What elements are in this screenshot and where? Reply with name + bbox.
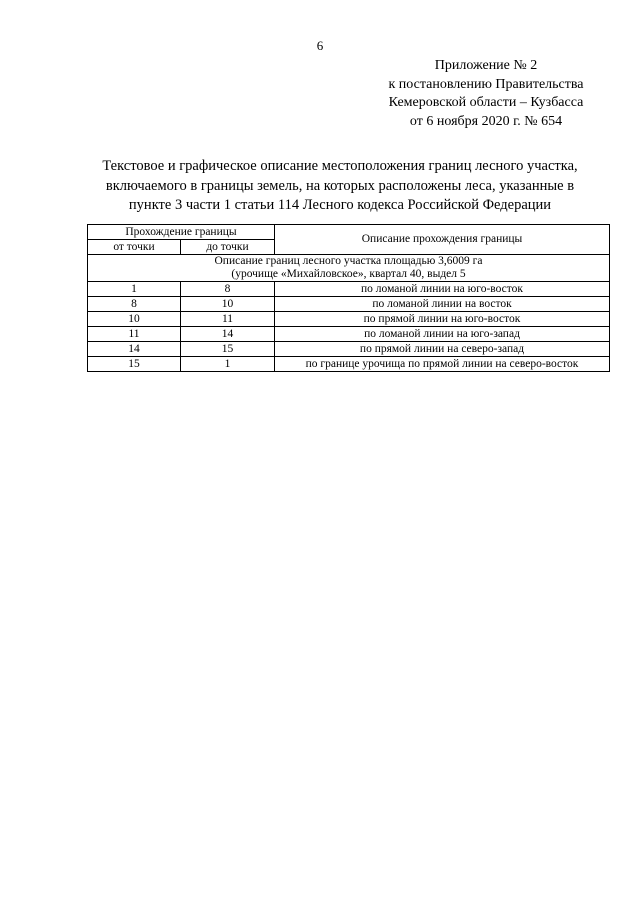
header-boundary-passage: Прохождение границы [88,225,275,240]
table-row [88,297,610,312]
page-number: 6 [316,38,324,53]
header-description: Описание прохождения границы [275,225,610,255]
section-heading-line: Описание границ лесного участка площадью 3,6009 га [214,255,483,267]
cell-to: 15 [181,342,275,357]
cell-description: по границе урочища по прямой линии на северо-восток [275,357,610,372]
title-line: пункте 3 части 1 статьи 114 Лесного кодекса Российской Федерации [128,197,552,213]
cell-to: 1 [181,357,275,372]
cell-from: 10 [88,312,181,327]
title-line: включаемого в границы земель, на которых расположены леса, указанные в [105,177,575,194]
header-to-point: до точки [181,240,275,255]
cell-to: 8 [181,282,275,297]
cell-from: 15 [88,357,181,372]
table-row [88,357,610,372]
cell-description: по ломаной линии на восток [275,297,610,312]
boundary-table [87,224,610,372]
cell-from: 1 [88,282,181,297]
table-row [88,327,610,342]
cell-from: 11 [88,327,181,342]
cell-to: 14 [181,327,275,342]
appendix-line: Кемеровской области – Кузбасса [388,95,584,110]
title-line: Текстовое и графическое описание местоположения границ лесного участка, [102,158,578,174]
cell-from: 8 [88,297,181,312]
appendix-block [362,57,610,131]
appendix-line: к постановлению Правительства [388,76,584,92]
appendix-line: Приложение № 2 [434,58,538,73]
cell-description: по ломаной линии на юго-восток [275,282,610,297]
header-from-point: от точки [88,240,181,255]
table-row [88,312,610,327]
cell-to: 10 [181,297,275,312]
cell-from: 14 [88,342,181,357]
document-title [70,157,610,216]
cell-description: по прямой линии на северо-запад [275,342,610,357]
section-heading-line: (урочище «Михайловское», квартал 40, выдел 5 [231,268,466,280]
cell-description: по прямой линии на юго-восток [275,312,610,327]
table-row [88,282,610,297]
cell-description: по ломаной линии на юго-запад [275,327,610,342]
table-row [88,342,610,357]
appendix-line: от 6 ноября 2020 г. № 654 [409,113,563,129]
cell-to: 11 [181,312,275,327]
section-heading [88,255,610,282]
